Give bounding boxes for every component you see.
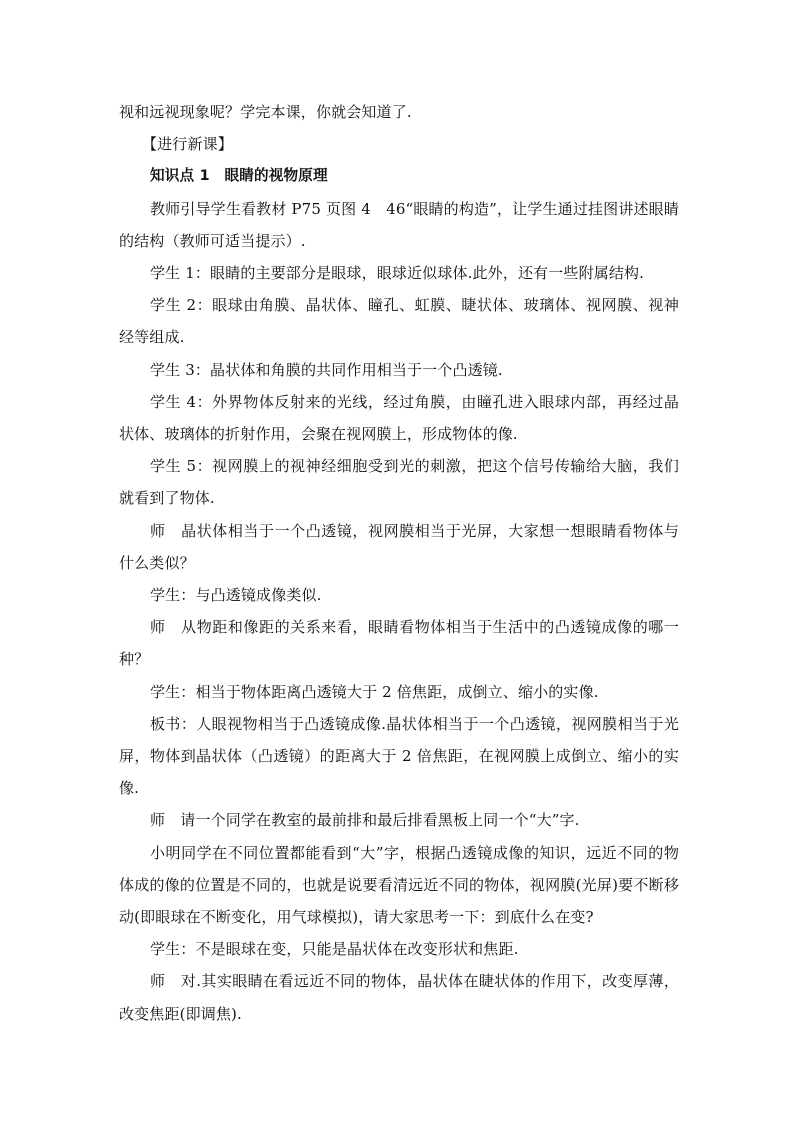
paragraph-student-4: 学生 4：外界物体反射来的光线，经过角膜，由瞳孔进入眼球内部，再经过晶状体、玻璃体的折射作用，会聚在视网膜上，形成物体的像. xyxy=(119,392,679,444)
paragraph-teacher-question-2: 师 从物距和像距的关系来看，眼睛看物体相当于生活中的凸透镜成像的哪一种？ xyxy=(119,618,679,669)
paragraph-teacher-question-1: 师 晶状体相当于一个凸透镜，视网膜相当于光屏，大家想一想眼睛看物体与什么类似？ xyxy=(119,521,679,572)
paragraph-xiaoming: 小明同学在不同位置都能看到“大”字，根据凸透镜成像的知识，远近不同的物体成的像的位置是不同的，也就是说要看清远近不同的物体，视网膜(光屏)要不断移动(即眼球在不断变化，用气球模拟)，请大家思考一下：到底什么在变? xyxy=(119,843,679,927)
paragraph-teacher-guide: 教师引导学生看教材 P75 页图 4 46“眼睛的构造”，让学生通过挂图讲述眼睛的结构（教师可适当提示）. xyxy=(119,199,679,250)
section-tag-new-lesson: 【进行新课】 xyxy=(142,135,233,154)
paragraph-blackboard-note: 板书：人眼视物相当于凸透镜成像.晶状体相当于一个凸透镜，视网膜相当于光屏，物体到晶状体（凸透镜）的距离大于 2 倍焦距，在视网膜上成倒立、缩小的实像. xyxy=(119,714,679,798)
document-page xyxy=(119,96,679,1030)
paragraph-teacher-conclusion: 师 对.其实眼睛在看远近不同的物体，晶状体在睫状体的作用下，改变厚薄，改变焦距(即调焦). xyxy=(119,972,679,1023)
paragraph-intro-tail: 视和远视现象呢？学完本课，你就会知道了. xyxy=(119,103,412,121)
paragraph-student-3: 学生 3：晶状体和角膜的共同作用相当于一个凸透镜. xyxy=(150,360,503,379)
paragraph-student-answer-3: 学生：不是眼球在变，只能是晶状体在改变形状和焦距. xyxy=(150,940,519,959)
paragraph-student-answer-1: 学生：与凸透镜成像类似. xyxy=(150,586,322,605)
paragraph-student-2: 学生 2：眼球由角膜、晶状体、瞳孔、虹膜、睫状体、玻璃体、视网膜、视神经等组成. xyxy=(119,296,679,347)
knowledge-point-heading: 知识点 1 眼睛的视物原理 xyxy=(150,167,328,185)
paragraph-teacher-request: 师 请一个同学在教室的最前排和最后排看黑板上同一个“大”字. xyxy=(150,811,580,830)
paragraph-student-1: 学生 1：眼睛的主要部分是眼球，眼球近似球体.此外，还有一些附属结构. xyxy=(150,264,645,283)
paragraph-student-answer-2: 学生：相当于物体距离凸透镜大于 2 倍焦距，成倒立、缩小的实像. xyxy=(150,682,599,701)
paragraph-student-5: 学生 5：视网膜上的视神经细胞受到光的刺激，把这个信号传输给大脑，我们就看到了物体. xyxy=(119,457,679,508)
